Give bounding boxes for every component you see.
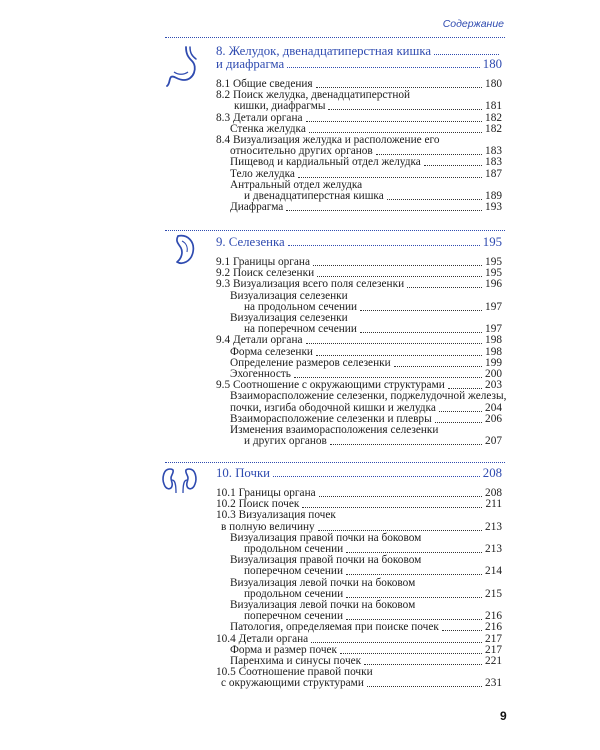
section-divider [165, 230, 505, 231]
toc-entry-text: Паренхима и синусы почек [230, 655, 362, 667]
toc-entry-page: 216 [485, 610, 502, 623]
toc-entry-text: с окружающими структурами [221, 677, 364, 690]
dot-leader [367, 686, 482, 687]
toc-entry-text: 9.2 Поиск селезенки [216, 267, 315, 280]
toc-entry-page: 216 [485, 621, 502, 634]
toc-entry-text: 9. Селезенка [216, 235, 285, 249]
toc-entry-text: и двенадцатиперстная кишка [244, 190, 384, 202]
toc-entry-text: продольном сечении [244, 543, 344, 555]
toc-entry-page: 203 [485, 379, 502, 392]
toc-entry-page: 195 [482, 235, 502, 249]
toc-entry-page: 196 [485, 278, 502, 291]
toc-entry-page: 187 [485, 167, 502, 180]
toc-entry-text: 9.4 Детали органа [216, 334, 303, 347]
toc-entry-text: Визуализация селезенки [230, 312, 348, 324]
toc-entry-page: 183 [485, 145, 502, 158]
toc-entry-page: 200 [485, 368, 502, 380]
toc-entry-text: 8. Желудок, двенадцатиперстная кишка [216, 44, 432, 58]
toc-entry-text: Форма селезенки [230, 345, 313, 358]
toc-entry-text: Изменения взаиморасположения селезенки [230, 424, 439, 436]
toc-entry-text: 8.4 Визуализация желудка и расположение его [216, 134, 440, 146]
toc-entry-page: 204 [485, 401, 502, 414]
toc-entry-page: 198 [485, 345, 502, 358]
dot-leader [287, 67, 480, 68]
toc-section-title[interactable] [216, 44, 502, 58]
toc-entry-text: 10.5 Соотношение правой почки [216, 666, 373, 679]
toc-entry-text: почки, изгиба ободочной кишки и желудка [230, 401, 436, 414]
toc-entry[interactable] [221, 676, 502, 690]
toc-entry-page: 197 [485, 323, 502, 336]
dot-leader [286, 210, 482, 211]
toc-entry-page: 180 [485, 78, 502, 90]
toc-entry-text: кишки, диафрагмы [234, 100, 326, 113]
dot-leader [273, 476, 480, 477]
toc-entry-text: поперечном сечении [244, 610, 343, 623]
toc-entry-page: 207 [485, 435, 502, 448]
toc-entry[interactable] [244, 434, 502, 448]
section-divider [165, 462, 505, 463]
toc-entry-text: Взаиморасположение селезенки, поджелудочной железы, [230, 390, 507, 403]
toc-entry-text: Визуализация селезенки [230, 289, 348, 302]
toc-entry-text: 8.2 Поиск желудка, двенадцатиперстной [216, 89, 411, 102]
toc-entry-page: 195 [485, 267, 502, 280]
toc-entry-text: Патология, определяемая при поиске почек [230, 621, 439, 634]
toc-entry-text: Стенка желудка [230, 122, 306, 135]
toc-entry-text: в полную величину [221, 520, 315, 533]
toc-entry-page: 213 [485, 543, 502, 555]
toc-entry-page: 217 [485, 643, 502, 656]
toc-entry-text: 10.1 Границы органа [216, 487, 316, 499]
running-header: Содержание [442, 18, 504, 30]
toc-entry-text: 9.3 Визуализация всего поля селезенки [216, 278, 405, 291]
toc-entry-text: 10.2 Поиск почек [216, 498, 300, 511]
toc-entry-text: 9.1 Границы органа [216, 256, 310, 268]
toc-entry-text: Эхогенность [230, 368, 291, 380]
toc-entry-text: 10.3 Визуализация почек [216, 509, 336, 522]
toc-entry[interactable] [230, 200, 502, 214]
toc-entry-text: и других органов [244, 435, 327, 448]
dot-leader [330, 444, 482, 445]
toc-entry-page: 193 [485, 201, 502, 214]
toc-entry-page: 199 [485, 356, 502, 369]
toc-entry-page: 181 [485, 100, 502, 113]
toc-entry-page: 215 [485, 587, 502, 600]
toc-entry-page: 206 [485, 412, 502, 425]
toc-entry-text: 9.5 Соотношение с окружающими структурами [216, 379, 445, 392]
toc-entry-page: 195 [485, 256, 502, 268]
toc-entry-page: 214 [485, 565, 502, 578]
toc-entry-page: 217 [485, 632, 502, 645]
toc-entry-page: 208 [485, 487, 502, 499]
toc-entry-text: 8.1 Общие сведения [216, 78, 313, 90]
toc-entry-text: Диафрагма [230, 201, 284, 214]
toc-entry-text: Взаиморасположение селезенки и плевры [230, 412, 432, 425]
toc-entry-text: на продольном сечении [244, 300, 358, 313]
toc-entry-page: 197 [485, 300, 502, 313]
toc-entry-text: 8.3 Детали органа [216, 111, 303, 124]
toc-entry-page: 198 [485, 334, 502, 347]
toc-entry-text: Пищевод и кардиальный отдел желудка [230, 156, 421, 169]
toc-entry-text: Визуализация левой почки на боковом [230, 576, 416, 589]
toc-entry-page: 231 [485, 677, 502, 690]
toc-section-title[interactable] [216, 235, 502, 249]
toc-entry-page: 208 [482, 466, 502, 480]
page-number: 9 [500, 709, 507, 723]
toc-entry-text: продольном сечении [244, 587, 344, 600]
toc-entry-text: Тело желудка [230, 167, 295, 180]
dot-leader [434, 54, 499, 55]
toc-entry-page: 182 [485, 122, 502, 135]
section-divider [165, 37, 505, 38]
toc-entry-text: поперечном сечении [244, 565, 343, 578]
toc-entry-page: 213 [485, 520, 502, 533]
toc-entry-text: и диафрагма [216, 57, 285, 71]
toc-entry-text: Визуализация правой почки на боковом [230, 531, 422, 544]
toc-entry-text: Визуализация левой почки на боковом [230, 599, 416, 611]
dot-leader [288, 245, 480, 246]
toc-entry-text: относительно других органов [230, 145, 373, 158]
toc-entry-text: Визуализация правой почки на боковом [230, 554, 422, 567]
toc-entry-page: 180 [482, 57, 502, 71]
toc-entry-page: 189 [485, 190, 502, 202]
toc-entry-text: 10.4 Детали органа [216, 632, 309, 645]
toc-entry-text: Форма и размер почек [230, 643, 338, 656]
toc-entry-text: на поперечном сечении [244, 323, 357, 336]
toc-entry-page: 182 [485, 111, 502, 124]
toc-entry-text: Определение размеров селезенки [230, 356, 391, 369]
toc-section-title[interactable] [216, 466, 502, 480]
stomach-icon [162, 44, 202, 92]
toc-entry-page: 183 [485, 156, 502, 169]
toc-section-title[interactable] [216, 57, 502, 71]
toc-entry-page: 221 [485, 655, 502, 667]
spleen-icon [168, 232, 198, 268]
kidneys-icon [160, 464, 200, 496]
toc-entry-page: 211 [485, 498, 502, 511]
toc-entry-text: Антральный отдел желудка [230, 178, 363, 191]
toc-entry-text: 10. Почки [216, 466, 271, 480]
